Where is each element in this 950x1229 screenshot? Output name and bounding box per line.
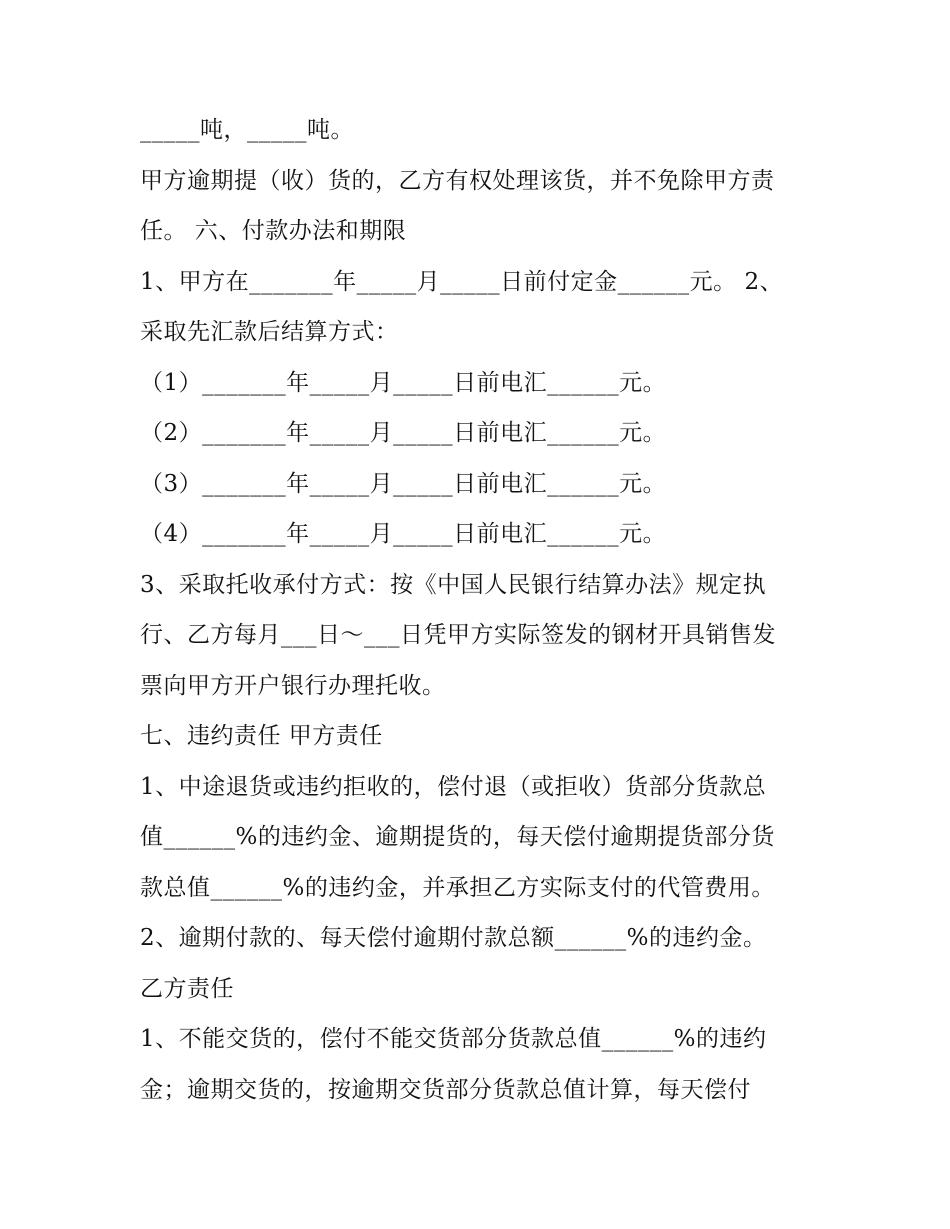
section-heading: 七、违约责任 甲方责任 [140, 723, 383, 749]
text-line: 任。 六、付款办法和期限 [140, 218, 407, 244]
section-heading: 乙方责任 [140, 976, 234, 1002]
text-line: 款总值______%的违约金，并承担乙方实际支付的代管费用。 [140, 875, 775, 901]
text-line: 1、中途退货或违约拒收的，偿付退（或拒收）货部分货款总 [140, 774, 767, 800]
text-line: 采取先汇款后结算方式： [140, 319, 399, 345]
list-item: （4）_______年_____月_____日前电汇______元。 [140, 521, 667, 547]
text-line: 1、不能交货的，偿付不能交货部分货款总值______%的违约 [140, 1026, 767, 1052]
list-item: （2）_______年_____月_____日前电汇______元。 [140, 420, 667, 446]
text-line: _____吨，_____吨。 [140, 117, 354, 143]
text-line: 3、采取托收承付方式：按《中国人民银行结算办法》规定执 [140, 572, 767, 598]
text-line: 1、甲方在_______年_____月_____日前付定金______元。 2、 [140, 269, 784, 295]
text-line: 票向甲方开户银行办理托收。 [140, 673, 446, 699]
list-item: （1）_______年_____月_____日前电汇______元。 [140, 370, 667, 396]
text-line: 值______%的违约金、逾期提货的，每天偿付逾期提货部分货 [140, 824, 775, 850]
text-line: 金；逾期交货的，按逾期交货部分货款总值计算，每天偿付 [140, 1077, 751, 1103]
list-item: （3）_______年_____月_____日前电汇______元。 [140, 471, 667, 497]
text-line: 行、乙方每月___日～___日凭甲方实际签发的钢材开具销售发 [140, 622, 776, 648]
text-line: 2、逾期付款的、每天偿付逾期付款总额______%的违约金。 [140, 925, 767, 951]
text-line: 甲方逾期提（收）货的，乙方有权处理该货，并不免除甲方责 [140, 168, 775, 194]
